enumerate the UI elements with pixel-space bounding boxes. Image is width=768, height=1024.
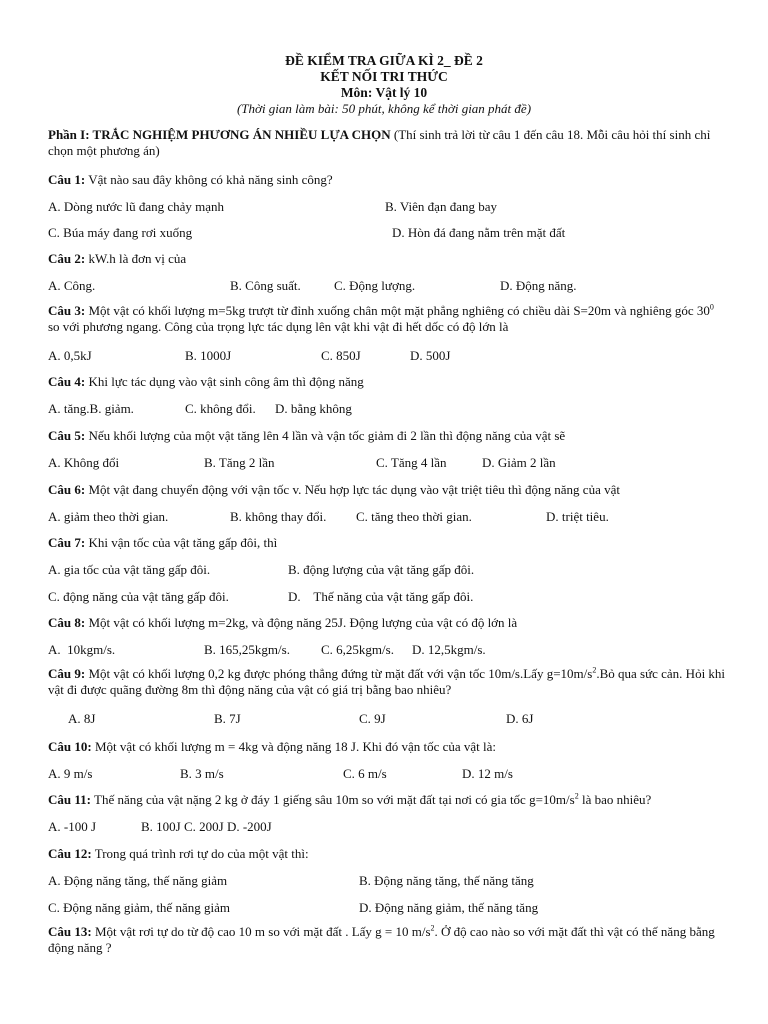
q1-option-c: C. Búa máy đang rơi xuống — [48, 225, 193, 240]
question-1 — [48, 172, 728, 188]
question-label: Câu 3: — [48, 303, 86, 318]
exam-subtitle: KẾT NỐI TRI THỨC — [320, 69, 448, 84]
question-12 — [48, 846, 728, 862]
exam-time-note: (Thời gian làm bài: 50 phút, không kể thời gian phát đề) — [236, 101, 532, 116]
q10-option-c: C. 6 m/s — [343, 766, 387, 781]
question-text: Một vật có khối lượng m=5kg trượt từ đỉnh xuống chân một mặt phẳng nghiêng có chiều dài S=20m và nghiêng góc 30 — [85, 303, 710, 318]
question-text: Một vật rơi tự do từ độ cao 10 m so với mặt đất . Lấy g = 10 m/s — [91, 924, 431, 939]
q9-option-a: A. 8J — [68, 711, 96, 726]
question-text: Nếu khối lượng của một vật tăng lên 4 lần và vận tốc giảm đi 2 lần thì động năng của vật sẽ — [85, 428, 566, 443]
q12-option-d: D. Động năng giảm, thế năng tăng — [359, 900, 539, 915]
question-label: Câu 9: — [48, 666, 86, 681]
q7-option-c: C. động năng của vật tăng gấp đôi. — [48, 589, 229, 604]
question-text-cont: . Ở độ cao nào so với mặt đất thì vật có thế năng bằng động năng ? — [48, 924, 715, 956]
q2-option-d: D. Động năng. — [500, 278, 577, 293]
q4-option-d: D. bằng không — [275, 401, 352, 416]
question-7 — [48, 535, 728, 551]
q7-option-d: D. Thế năng của vật tăng gấp đôi. — [288, 589, 474, 604]
q7-option-a: A. gia tốc của vật tăng gấp đôi. — [48, 562, 211, 577]
question-label: Câu 11: — [48, 792, 91, 807]
q12-option-b: B. Động năng tăng, thế năng tăng — [359, 873, 534, 888]
q10-option-b: B. 3 m/s — [180, 766, 224, 781]
q3-option-b: B. 1000J — [185, 348, 232, 363]
q8-option-b: B. 165,25kgm/s. — [204, 642, 290, 657]
exam-subject: Môn: Vật lý 10 — [340, 85, 428, 100]
question-text: Trong quá trình rơi tự do của một vật thì: — [91, 846, 309, 861]
q8-option-a: A. 10kgm/s. — [48, 642, 116, 657]
q1-option-b: B. Viên đạn đang bay — [385, 199, 497, 214]
part1-heading — [48, 127, 728, 160]
superscript: 2 — [592, 665, 597, 675]
q2-option-a: A. Công. — [48, 278, 96, 293]
question-13 — [48, 924, 728, 957]
exam-title: ĐỀ KIỂM TRA GIỮA KÌ 2_ ĐỀ 2 — [285, 53, 483, 68]
q3-option-a: A. 0,5kJ — [48, 348, 92, 363]
question-label: Câu 6: — [48, 482, 86, 497]
q2-option-c: C. Động lượng. — [334, 278, 416, 293]
part1-note: (Thí sinh trả lời từ câu 1 đến câu 18. Mỗi câu hỏi thí sinh chỉ chọn một phương án) — [48, 127, 711, 159]
question-label: Câu 12: — [48, 846, 92, 861]
question-text: Một vật có khối lượng m=2kg, và động năng 25J. Động lượng của vật có độ lớn là — [85, 615, 518, 630]
q5-option-b: B. Tăng 2 lần — [204, 455, 275, 470]
question-text-cont: so với phương ngang. Công của trọng lực tác dụng lên vật khi vật đi hết dốc có độ lớn là — [48, 319, 509, 335]
q2-option-b: B. Công suất. — [230, 278, 301, 293]
q7-option-b: B. động lượng của vật tăng gấp đôi. — [288, 562, 475, 577]
question-text: Khi lực tác dụng vào vật sinh công âm thì động năng — [85, 374, 364, 389]
question-10 — [48, 739, 728, 755]
q1-option-d: D. Hòn đá đang nằm trên mặt đất — [392, 225, 566, 240]
question-label: Câu 1: — [48, 172, 86, 187]
part1-label: Phần I: TRẮC NGHIỆM PHƯƠNG ÁN NHIỀU LỰA CHỌN — [48, 127, 391, 142]
q11-option-a: A. -100 J — [48, 819, 97, 834]
question-label: Câu 13: — [48, 924, 92, 939]
question-text: Một vật có khối lượng 0,2 kg được phóng thẳng đứng từ mặt đất với vận tốc 10m/s.Lấy g=10m/s — [85, 666, 593, 681]
q3-option-c: C. 850J — [321, 348, 361, 363]
q10-option-a: A. 9 m/s — [48, 766, 93, 781]
q6-option-a: A. giảm theo thời gian. — [48, 509, 169, 524]
question-text: Một vật đang chuyển động với vận tốc v. Nếu hợp lực tác dụng vào vật triệt tiêu thì động năng của vật — [85, 482, 620, 497]
question-5 — [48, 428, 728, 444]
question-label: Câu 8: — [48, 615, 86, 630]
question-label: Câu 5: — [48, 428, 86, 443]
question-text-cont: là bao nhiêu? — [578, 792, 652, 807]
question-label: Câu 2: — [48, 251, 86, 266]
q8-option-c: C. 6,25kgm/s. — [321, 642, 394, 657]
q6-option-b: B. không thay đổi. — [230, 509, 327, 524]
superscript: 2 — [574, 791, 579, 801]
q12-option-a: A. Động năng tăng, thế năng giảm — [48, 873, 228, 888]
q5-option-a: A. Không đổi — [48, 455, 120, 470]
question-2 — [48, 251, 728, 267]
q11-option-bcd: B. 100J C. 200J D. -200J — [141, 819, 272, 834]
q3-option-d: D. 500J — [410, 348, 451, 363]
q1-option-a: A. Dòng nước lũ đang chảy mạnh — [48, 199, 225, 214]
question-3 — [48, 303, 728, 336]
q6-option-c: C. tăng theo thời gian. — [356, 509, 472, 524]
q10-option-d: D. 12 m/s — [462, 766, 513, 781]
superscript: 2 — [430, 923, 435, 933]
question-label: Câu 7: — [48, 535, 86, 550]
question-6 — [48, 482, 728, 498]
question-11 — [48, 792, 728, 808]
q5-option-d: D. Giảm 2 lần — [482, 455, 556, 470]
question-text: Thế năng của vật nặng 2 kg ở đáy 1 giếng sâu 10m so với mặt đất tại nơi có gia tốc g=10m/s — [90, 792, 575, 807]
question-text: Khi vận tốc của vật tăng gấp đôi, thì — [85, 535, 278, 550]
question-text: Vật nào sau đây không có khả năng sinh công? — [85, 172, 333, 187]
question-4 — [48, 374, 728, 390]
question-label: Câu 4: — [48, 374, 86, 389]
q4-option-ab: A. tăng.B. giảm. — [48, 401, 134, 416]
q8-option-d: D. 12,5kgm/s. — [412, 642, 486, 657]
question-9 — [48, 666, 728, 699]
q12-option-c: C. Động năng giảm, thế năng giảm — [48, 900, 230, 915]
question-text: kW.h là đơn vị của — [85, 251, 187, 266]
question-text: Một vật có khối lượng m = 4kg và động năng 18 J. Khi đó vận tốc của vật là: — [91, 739, 497, 754]
q9-option-d: D. 6J — [506, 711, 534, 726]
q4-option-c: C. không đổi. — [185, 401, 256, 416]
q9-option-c: C. 9J — [359, 711, 386, 726]
superscript: 0 — [709, 302, 714, 312]
q9-option-b: B. 7J — [214, 711, 241, 726]
q5-option-c: C. Tăng 4 lần — [376, 455, 447, 470]
question-label: Câu 10: — [48, 739, 92, 754]
question-8 — [48, 615, 728, 631]
q6-option-d: D. triệt tiêu. — [546, 509, 609, 524]
question-text-cont: .Bỏ qua sức cản. Hỏi khi vật đi được quãng đường 8m thì động năng của vật có giá trị bằng bao nhiêu? — [48, 666, 726, 698]
